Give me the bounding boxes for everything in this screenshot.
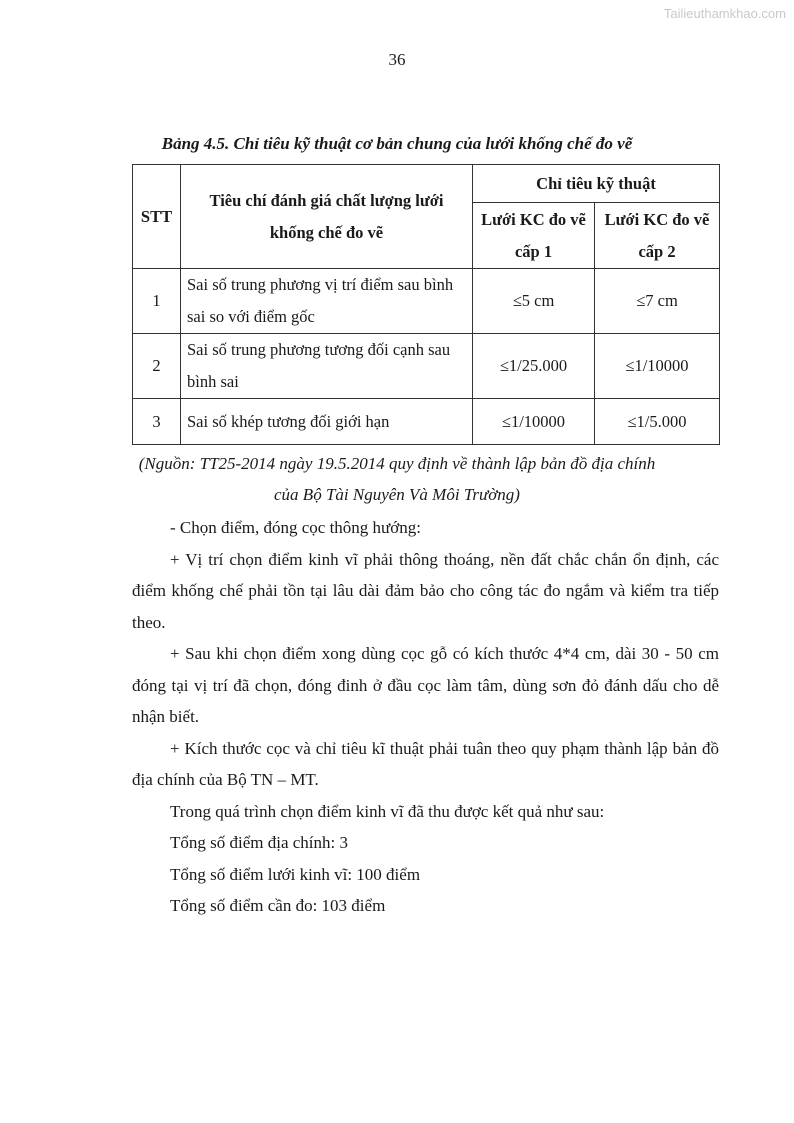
cell-level-2: ≤1/10000 — [595, 334, 720, 399]
cell-stt: 3 — [133, 399, 181, 445]
header-technical-specs: Chỉ tiêu kỹ thuật — [473, 165, 720, 203]
cell-criteria: Sai số trung phương tương đối cạnh sau bình sai — [181, 334, 473, 399]
paragraph: - Chọn điểm, đóng cọc thông hướng: — [170, 518, 421, 537]
header-level-1: Lưới KC đo vẽ cấp 1 — [473, 203, 595, 269]
table-header-row — [133, 165, 720, 203]
watermark-text: Tailieuthamkhao.com — [663, 6, 786, 21]
paragraph: + Sau khi chọn điểm xong dùng cọc gỗ có kích thước 4*4 cm, dài 30 - 50 cm đóng tại vị trí đã chọn, đóng đinh ở đầu cọc làm tâm, dùng sơn đỏ đánh dấu cho dễ nhận biết. — [132, 644, 719, 726]
cell-level-1: ≤1/25.000 — [473, 334, 595, 399]
source-line-1: (Nguồn: TT25-2014 ngày 19.5.2014 quy định về thành lập bản đồ địa chính — [138, 454, 656, 473]
cell-stt: 2 — [133, 334, 181, 399]
paragraph: + Vị trí chọn điểm kinh vĩ phải thông thoáng, nền đất chắc chắn ổn định, các điểm khống chế phải tồn tại lâu dài đảm bảo cho công tác đo ngắm và kiểm tra tiếp theo. — [132, 549, 719, 632]
body-text — [132, 512, 719, 922]
header-criteria: Tiêu chí đánh giá chất lượng lưới khống chế đo vẽ — [181, 165, 473, 269]
paragraph: Trong quá trình chọn điểm kinh vĩ đã thu được kết quả như sau: — [170, 801, 605, 821]
cell-criteria: Sai số khép tương đối giới hạn — [181, 399, 473, 445]
table-row — [133, 269, 720, 334]
header-level-2: Lưới KC đo vẽ cấp 2 — [595, 203, 720, 269]
paragraph: Tổng số điểm lưới kinh vĩ: 100 điểm — [170, 864, 421, 884]
page-number: 36 — [388, 50, 406, 69]
table-row — [133, 334, 720, 399]
source-line-2: của Bộ Tài Nguyên Và Môi Trường) — [274, 485, 520, 504]
table-source-note — [0, 448, 794, 510]
cell-level-2: ≤7 cm — [595, 269, 720, 334]
header-stt: STT — [133, 165, 181, 269]
paragraph: + Kích thước cọc và chỉ tiêu kĩ thuật phải tuân theo quy phạm thành lập bản đồ địa chính của Bộ TN – MT. — [132, 738, 719, 789]
cell-stt: 1 — [133, 269, 181, 334]
cell-level-1: ≤1/10000 — [473, 399, 595, 445]
paragraph: Tổng số điểm cần đo: 103 điểm — [170, 896, 386, 915]
cell-level-2: ≤1/5.000 — [595, 399, 720, 445]
table-row — [133, 399, 720, 445]
table-title: Bảng 4.5. Chỉ tiêu kỹ thuật cơ bản chung của lưới khống chế đo vẽ — [161, 134, 633, 153]
paragraph: Tổng số điểm địa chính: 3 — [170, 833, 349, 852]
cell-level-1: ≤5 cm — [473, 269, 595, 334]
cell-criteria: Sai số trung phương vị trí điểm sau bình sai so với điểm gốc — [181, 269, 473, 334]
technical-spec-table — [132, 164, 720, 445]
